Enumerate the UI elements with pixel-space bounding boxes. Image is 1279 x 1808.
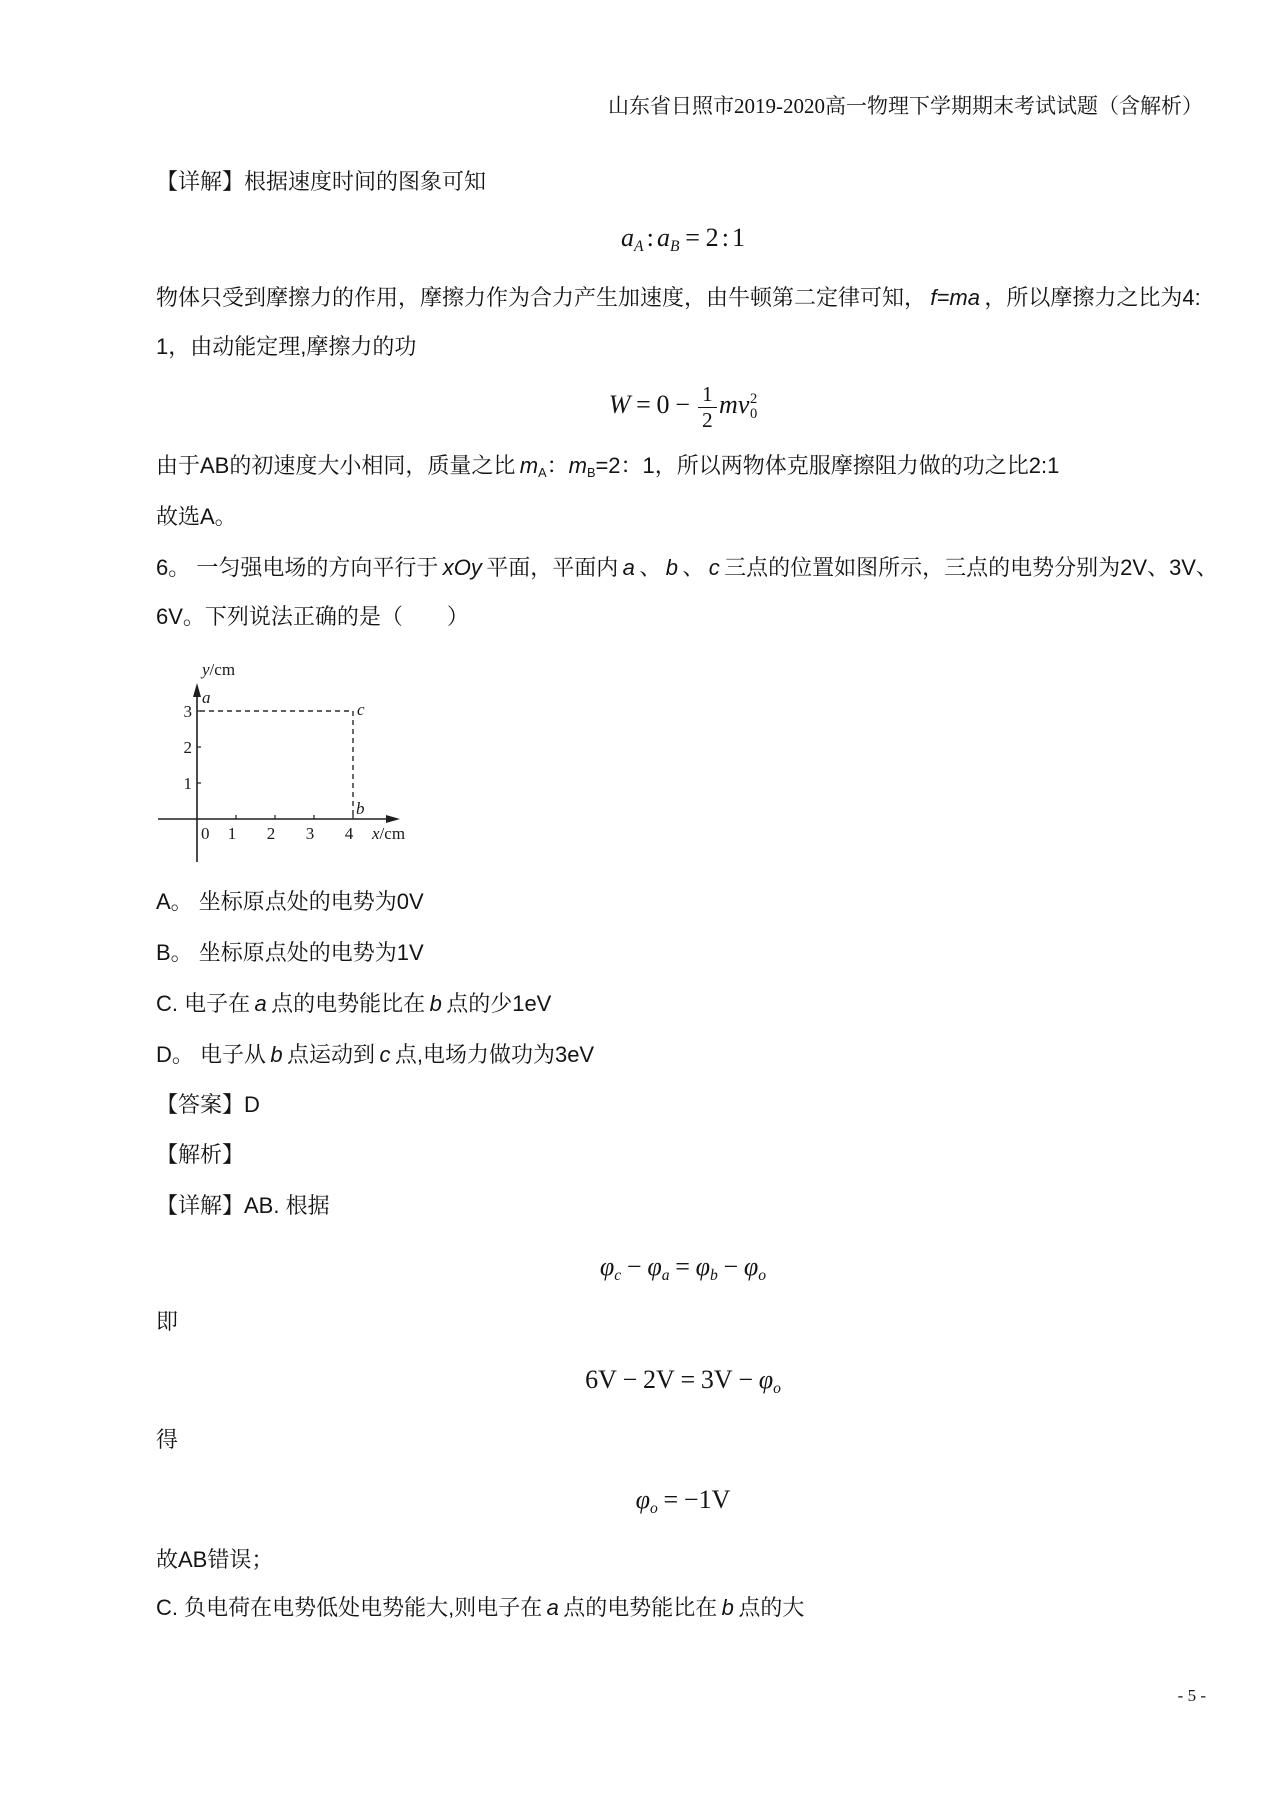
- text-segment: 由于AB的初速度大小相同，质量之比: [156, 453, 516, 478]
- inline-var-point: a: [254, 991, 267, 1016]
- inline-var-point: c: [379, 1042, 391, 1067]
- text-segment: ，所以摩擦力之比为4:: [984, 285, 1201, 310]
- x-axis-var: x: [372, 824, 380, 843]
- work-theorem-intro: 1，由动能定理,摩擦力的功: [156, 334, 417, 359]
- math-fraction: [698, 382, 716, 432]
- formula-friction-work: [156, 377, 1210, 433]
- math-subscript: o: [773, 1379, 781, 1397]
- inline-subscript: B: [586, 464, 596, 480]
- detail-intro: 【详解】AB. 根据: [156, 1193, 330, 1218]
- math-var: φ: [599, 1252, 615, 1281]
- math-operator: =: [663, 1485, 679, 1514]
- x-axis-unit: /cm: [379, 824, 406, 843]
- text-segment: 点的电势能比在: [563, 1595, 718, 1620]
- text-segment: =2：1，所以两物体克服摩擦阻力做的功之比2:1: [595, 453, 1060, 478]
- math-number: 0: [656, 390, 670, 419]
- math-subscript: A: [633, 237, 644, 255]
- formula-potential-relation: [156, 1249, 1210, 1285]
- math-quantity: −1V: [683, 1485, 731, 1514]
- text-obtain: 得: [156, 1427, 179, 1452]
- c-explanation: [156, 1593, 804, 1623]
- text-segment: 点的少1eV: [446, 991, 552, 1016]
- option-d: [156, 1040, 594, 1070]
- math-operator: =: [685, 223, 700, 252]
- x-tick-label: 1: [227, 824, 237, 843]
- inline-var-point: a: [622, 555, 635, 580]
- y-axis-arrow: [193, 683, 201, 697]
- math-operator: =: [636, 390, 651, 419]
- inline-var-plane: xOy: [442, 555, 482, 580]
- prev-solution-intro: 【详解】根据速度时间的图象可知: [156, 169, 487, 194]
- inline-var-point: b: [270, 1042, 283, 1067]
- text-segment: C. 电子在: [156, 991, 251, 1016]
- point-label-a: a: [202, 688, 211, 707]
- math-var: φ: [743, 1252, 759, 1281]
- math-superscript: 2: [749, 390, 758, 407]
- y-axis-unit: /cm: [209, 660, 236, 679]
- text-segment: ：: [546, 453, 569, 478]
- inline-formula-newton: f=ma: [930, 285, 980, 310]
- inline-var-point: b: [665, 555, 678, 580]
- math-subscript: B: [669, 237, 680, 255]
- math-subscript: c: [614, 1266, 622, 1284]
- math-number: 1: [732, 223, 746, 252]
- friction-ratio-text: [156, 283, 1201, 313]
- y-tick-label: 1: [183, 774, 192, 793]
- coordinate-figure: [150, 655, 420, 870]
- math-operator: −: [738, 1365, 754, 1394]
- math-var: a: [620, 223, 634, 252]
- math-subscript: o: [650, 1499, 658, 1517]
- math-var: m: [719, 390, 738, 419]
- fraction-denominator: 2: [702, 407, 713, 432]
- x-tick-label: 2: [266, 824, 276, 843]
- math-number: 2: [705, 223, 719, 252]
- analysis-label: 【解析】: [156, 1142, 245, 1167]
- fraction-numerator: 1: [698, 382, 716, 408]
- math-var: W: [608, 390, 631, 419]
- formula-acceleration-ratio: [156, 220, 1210, 256]
- math-var: φ: [647, 1252, 662, 1281]
- math-subscript: b: [710, 1266, 718, 1284]
- x-tick-label: 4: [344, 824, 354, 843]
- x-axis-label: [371, 824, 405, 843]
- y-tick-label: 3: [183, 702, 192, 721]
- text-segment: D。 电子从: [156, 1042, 267, 1067]
- math-operator: =: [675, 1252, 690, 1281]
- text-segment: 平面，平面内: [486, 555, 619, 580]
- text-segment: 点运动到: [287, 1042, 376, 1067]
- math-var: a: [656, 223, 670, 252]
- inline-var-m: m: [519, 453, 539, 478]
- math-var: φ: [758, 1365, 774, 1394]
- point-label-b: b: [356, 799, 365, 818]
- math-quantity: 2V: [642, 1365, 675, 1394]
- math-operator: −: [723, 1252, 739, 1281]
- math-subscript: 0: [749, 406, 758, 423]
- math-subscript: a: [661, 1266, 670, 1284]
- inline-var-m: m: [568, 453, 587, 478]
- point-label-c: c: [357, 700, 365, 719]
- y-tick-label: 2: [183, 738, 192, 757]
- math-operator: :: [646, 223, 654, 252]
- math-operator: =: [680, 1365, 696, 1394]
- text-segment: 6。 一匀强电场的方向平行于: [156, 555, 439, 580]
- option-b: B。 坐标原点处的电势为1V: [156, 940, 424, 965]
- running-header: 山东省日照市2019-2020高一物理下学期期末考试试题（含解析）: [608, 94, 1203, 118]
- x-tick-label: 0: [201, 824, 210, 843]
- page-number: - 5 -: [1177, 1686, 1206, 1705]
- inline-var-point: c: [708, 555, 720, 580]
- x-axis-arrow: [386, 815, 400, 823]
- math-var: v: [737, 390, 750, 419]
- answer-label: 【答案】D: [156, 1092, 260, 1117]
- inline-var-point: b: [429, 991, 442, 1016]
- text-segment: 点,电场力做功为3eV: [394, 1042, 595, 1067]
- math-quantity: 3V: [700, 1365, 733, 1394]
- inline-var-point: b: [721, 1595, 734, 1620]
- math-operator: :: [721, 223, 729, 252]
- inline-var-point: a: [546, 1595, 559, 1620]
- question-stem-line-1: [156, 553, 1218, 583]
- ab-conclusion: 故AB错误；: [156, 1547, 274, 1572]
- formula-substitution: [156, 1362, 1210, 1398]
- x-tick-label: 3: [305, 824, 315, 843]
- y-axis-label: [200, 660, 235, 679]
- math-operator: −: [675, 390, 690, 419]
- math-operator: −: [622, 1365, 638, 1394]
- option-a: A。 坐标原点处的电势为0V: [156, 889, 424, 914]
- text-that-is: 即: [156, 1309, 179, 1334]
- formula-result: [156, 1482, 1210, 1518]
- math-quantity: 6V: [585, 1365, 617, 1394]
- math-var: φ: [695, 1252, 710, 1281]
- question-stem-line-2: 6V。下列说法正确的是（ ）: [156, 604, 469, 629]
- text-segment: 、: [682, 555, 705, 580]
- option-c: [156, 989, 551, 1019]
- math-var: φ: [635, 1485, 651, 1514]
- math-subscript: o: [758, 1266, 767, 1284]
- text-segment: C. 负电荷在电势低处电势能大,则电子在: [156, 1595, 543, 1620]
- inline-subscript: A: [538, 464, 547, 480]
- text-segment: 三点的位置如图所示，三点的电势分别为2V、3V、: [724, 555, 1218, 580]
- math-operator: −: [626, 1252, 642, 1281]
- text-segment: 点的大: [738, 1595, 805, 1620]
- text-segment: 点的电势能比在: [271, 991, 426, 1016]
- prev-answer-choice: 故选A。: [156, 504, 237, 529]
- y-axis-var: y: [202, 660, 210, 679]
- text-segment: 、: [639, 555, 662, 580]
- text-segment: 物体只受到摩擦力的作用，摩擦力作为合力产生加速度，由牛顿第二定律可知，: [156, 285, 927, 310]
- math-subsup: [750, 392, 757, 423]
- mass-ratio-text: [156, 451, 1059, 481]
